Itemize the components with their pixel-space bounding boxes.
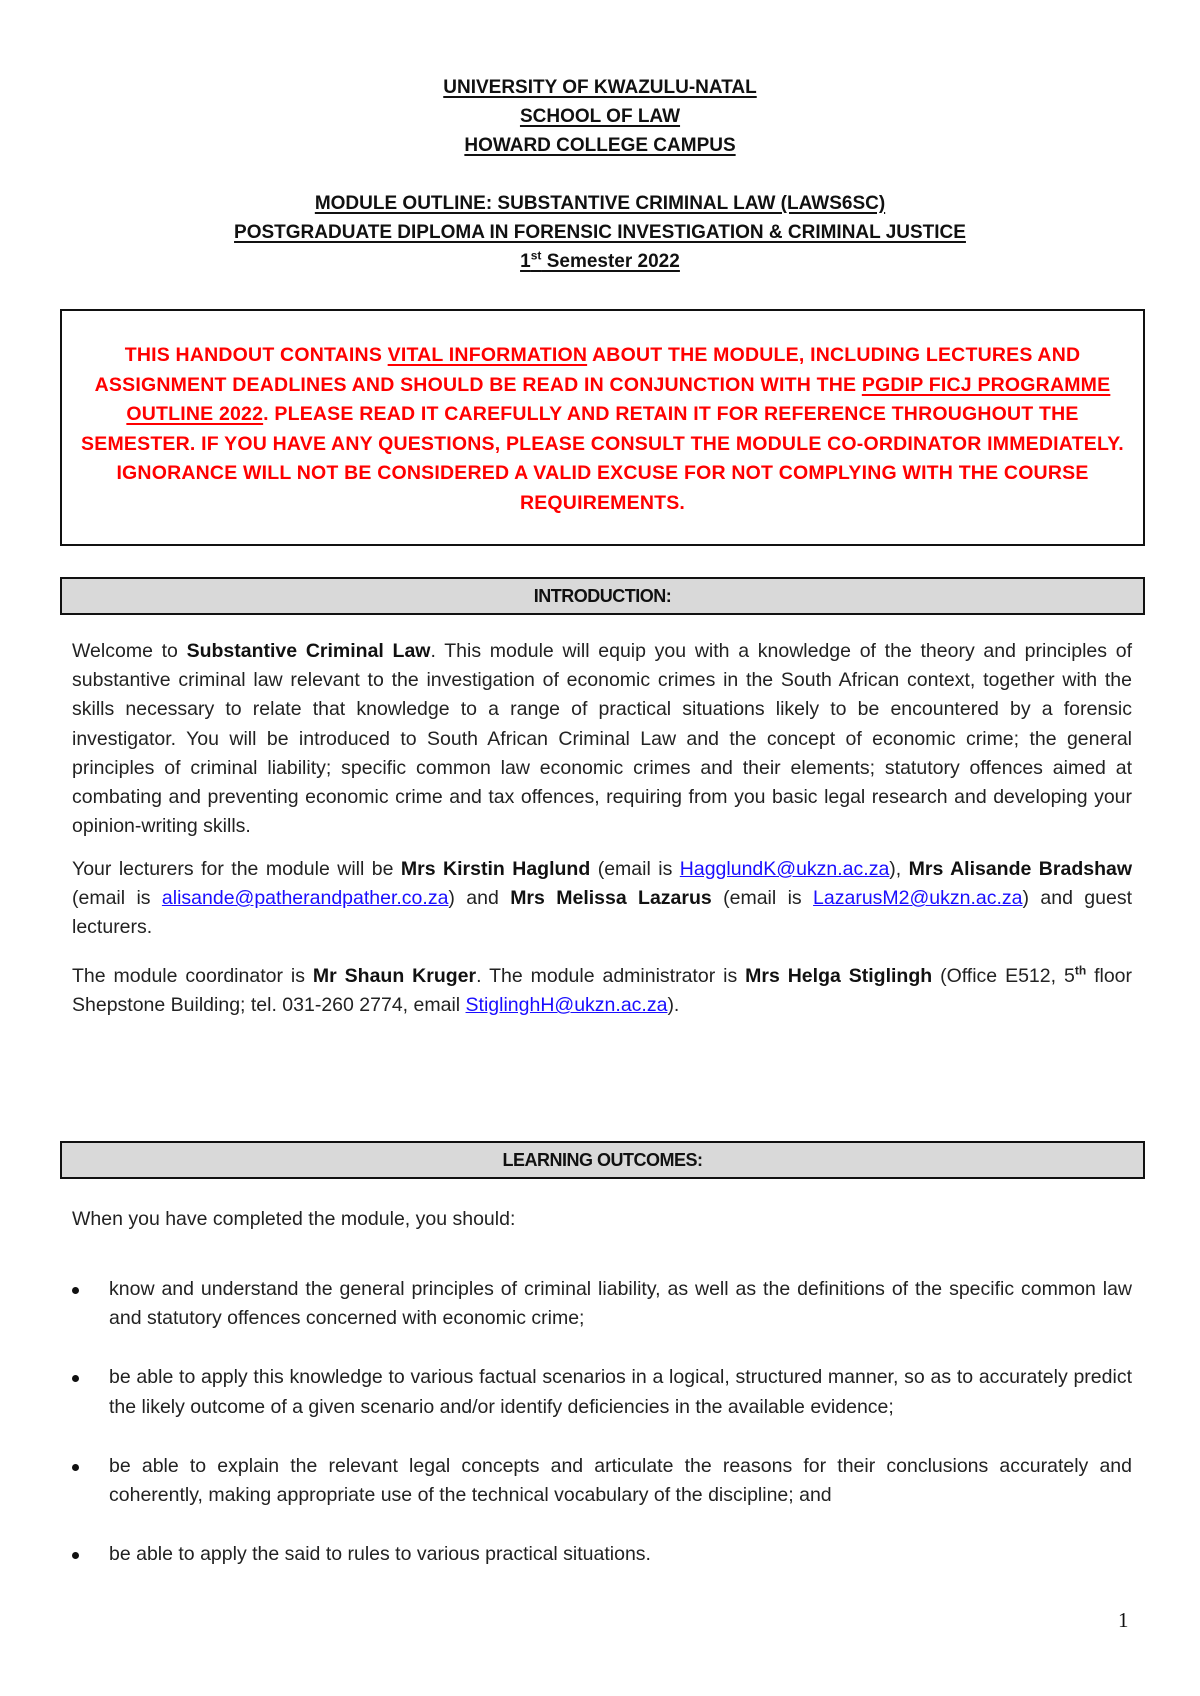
lecturer-name: Mrs Alisande Bradshaw <box>908 858 1132 880</box>
bullet-icon <box>72 1552 79 1559</box>
module-outline-title: MODULE OUTLINE: SUBSTANTIVE CRIMINAL LAW (LAWS6SC) <box>314 193 886 214</box>
lecturer-email-link[interactable]: HagglundK@ukzn.ac.za <box>679 858 890 880</box>
section-heading-learning-outcomes: LEARNING OUTCOMES: <box>60 1141 1145 1179</box>
page-number: 1 <box>1118 1608 1129 1632</box>
learning-outcomes-intro: When you have completed the module, you should: <box>72 1208 516 1230</box>
learning-outcomes-list <box>72 1275 1132 1599</box>
school-name: SCHOOL OF LAW <box>519 106 681 127</box>
lecturers-paragraph: Your lecturers for the module will be Mrs Kirstin Haglund (email is HagglundK@ukzn.ac.za), Mrs Alisande Bradshaw (email is alisande@patherandpather.co.za) and Mrs Melissa Lazarus (email is LazarusM2@ukzn.ac.za) and guest lecturers. <box>72 858 1132 939</box>
lecturer-name: Mrs Melissa Lazarus <box>510 887 712 910</box>
list-item: be able to apply this knowledge to various factual scenarios in a logical, structured manner, so as to accurately predict the likely outcome of a given scenario and/or identify deficiencies in the available evidence; <box>72 1363 1132 1421</box>
warning-notice-box <box>60 309 1145 546</box>
module-name: Substantive Criminal Law <box>186 640 431 662</box>
semester-label: 1st Semester 2022 <box>520 248 680 272</box>
bullet-icon <box>72 1464 79 1471</box>
document-header <box>0 73 1200 276</box>
introduction-paragraph: Welcome to Substantive Criminal Law. This module will equip you with a knowledge of the theory and principles of substantive criminal law relevant to the investigation of economic crimes in the South African context, together with the skills necessary to relate that knowledge to a range of practical situations likely to be encountered by a forensic investigator. You will be introduced to South African Criminal Law and the concept of economic crime; the general principles of criminal liability; specific common law economic crimes and their elements; statutory offences aimed at combating and preventing economic crime and tax offences, requiring from you basic legal research and developing your opinion-writing skills. <box>72 640 1132 838</box>
coordinator-name: Mr Shaun Kruger <box>312 965 477 987</box>
programme-outline-underlined: PGDIP FICJ PROGRAMME OUTLINE 2022 <box>126 373 1111 425</box>
campus-name: HOWARD COLLEGE CAMPUS <box>464 135 736 156</box>
coordinator-paragraph: The module coordinator is Mr Shaun Kruger. The module administrator is Mrs Helga Stiglingh (Office E512, 5th floor Shepstone Building; tel. 031-260 2774, email StiglinghH@ukzn.ac.za). <box>72 963 1133 1017</box>
administrator-email-link[interactable]: StiglinghH@ukzn.ac.za <box>465 994 668 1017</box>
vital-information-underlined: VITAL INFORMATION <box>387 344 588 366</box>
list-item: know and understand the general principles of criminal liability, as well as the definitions of the specific common law and statutory offences concerned with economic crime; <box>72 1275 1132 1333</box>
administrator-name: Mrs Helga Stiglingh <box>745 965 933 987</box>
lecturer-email-link[interactable]: alisande@patherandpather.co.za <box>161 887 449 910</box>
programme-title: POSTGRADUATE DIPLOMA IN FORENSIC INVESTIGATION & CRIMINAL JUSTICE <box>234 222 966 243</box>
bullet-icon <box>72 1375 79 1382</box>
lecturer-name: Mrs Kirstin Haglund <box>400 858 591 880</box>
warning-notice-text: THIS HANDOUT CONTAINS VITAL INFORMATION ABOUT THE MODULE, INCLUDING LECTURES AND ASSIGNMENT DEADLINES AND SHOULD BE READ IN CONJUNCTION WITH THE PGDIP FICJ PROGRAMME OUTLINE 2022. PLEASE READ IT CAREFULLY AND RETAIN IT FOR REFERENCE THROUGHOUT THE SEMESTER. IF YOU HAVE ANY QUESTIONS, PLEASE CONSULT THE MODULE CO-ORDINATOR IMMEDIATELY. IGNORANCE WILL NOT BE CONSIDERED A VALID EXCUSE FOR NOT COMPLYING WITH THE COURSE REQUIREMENTS. <box>81 344 1124 514</box>
university-name: UNIVERSITY OF KWAZULU-NATAL <box>443 77 757 98</box>
list-item: be able to apply the said to rules to various practical situations. <box>72 1540 1132 1569</box>
bullet-icon <box>72 1287 79 1294</box>
section-heading-introduction: INTRODUCTION: <box>60 577 1145 615</box>
list-item: be able to explain the relevant legal concepts and articulate the reasons for their conclusions accurately and coherently, making appropriate use of the technical vocabulary of the discipline; and <box>72 1452 1132 1510</box>
lecturer-email-link[interactable]: LazarusM2@ukzn.ac.za <box>813 887 1023 910</box>
